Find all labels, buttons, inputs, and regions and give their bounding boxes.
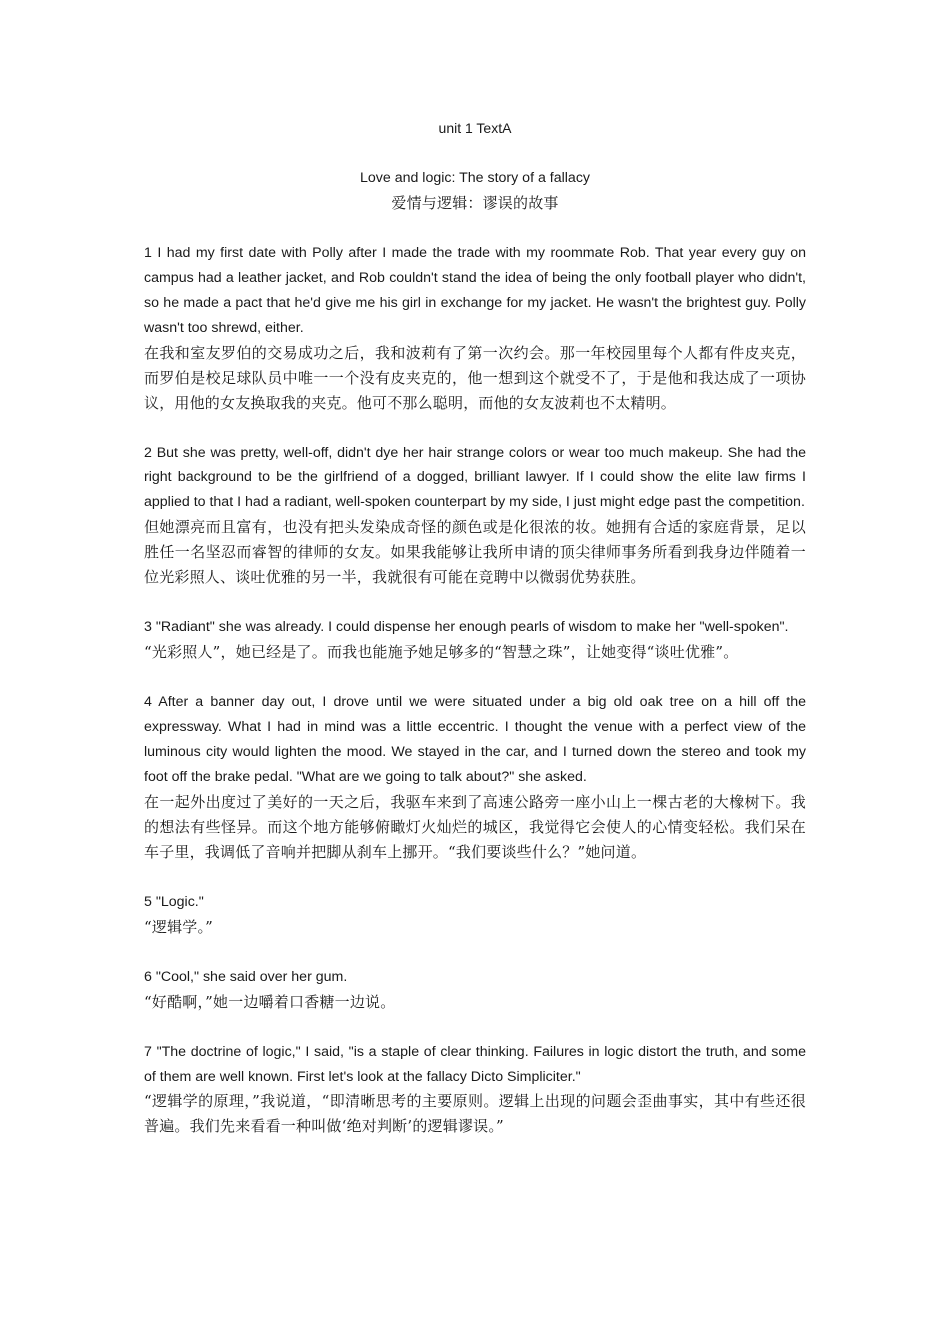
paragraph-english: 4 After a banner day out, I drove until we were situated under a big old oak tree on a hill off the expressway. What I had in mind was a little eccentric. I thought the venue with a perfect view of the luminous city would lighten the mood. We stayed in the car, and I turned down the stereo and took my foot off the brake pedal. "What are we going to talk about?" she asked. bbox=[144, 694, 806, 785]
title-chinese: 爱情与逻辑：谬误的故事 bbox=[391, 193, 559, 212]
paragraph-english: 3 "Radiant" she was already. I could dispense her enough pearls of wisdom to make her "well-spoken". bbox=[144, 619, 789, 636]
spacer bbox=[144, 865, 806, 890]
paragraph-english: 2 But she was pretty, well-off, didn't dye her hair strange colors or wear too much makeup. She had the right background to be the girlfriend of a dogged, brilliant lawyer. If I could show the elite law firms I applied to that I had a radiant, well-spoken counterpart by my side, I just might edge past the competition. bbox=[144, 444, 806, 511]
spacer bbox=[144, 590, 806, 615]
paragraph-english: 5 "Logic." bbox=[144, 893, 204, 910]
spacer bbox=[144, 141, 806, 166]
spacer bbox=[144, 216, 806, 241]
paragraph-chinese: “逻辑学。” bbox=[144, 917, 214, 936]
unit-label: unit 1 TextA bbox=[438, 120, 512, 136]
paragraph-chinese: 在我和室友罗伯的交易成功之后，我和波莉有了第一次约会。那一年校园里每个人都有件皮夹克，而罗伯是校足球队员中唯一一个没有皮夹克的，他一想到这个就受不了，于是他和我达成了一项协议，用他的女友换取我的夹克。他可不那么聪明，而他的女友波莉也不太精明。 bbox=[144, 343, 806, 412]
paragraph-chinese: 但她漂亮而且富有，也没有把头发染成奇怪的颜色或是化很浓的妆。她拥有合适的家庭背景，足以胜任一名坚忍而睿智的律师的女友。如果我能够让我所申请的顶尖律师事务所看到我身边伴随着一位光彩照人、谈吐优雅的另一半，我就很有可能在竞聘中以微弱优势获胜。 bbox=[144, 518, 806, 587]
paragraph-7 bbox=[144, 1040, 806, 1140]
paragraph-english: 6 "Cool," she said over her gum. bbox=[144, 968, 348, 985]
paragraph-english: 7 "The doctrine of logic," I said, "is a staple of clear thinking. Failures in logic distort the truth, and some of them are well known. First let's look at the fallacy Dicto Simpliciter." bbox=[144, 1043, 806, 1085]
spacer bbox=[144, 1015, 806, 1040]
paragraph-6 bbox=[144, 965, 806, 1015]
spacer bbox=[144, 416, 806, 441]
paragraph-1 bbox=[144, 241, 806, 416]
paragraph-chinese: “逻辑学的原理，”我说道，“即清晰思考的主要原则。逻辑上出现的问题会歪曲事实，其中有些还很普遍。我们先来看看一种叫做‘绝对判断’的逻辑谬误。” bbox=[144, 1092, 806, 1136]
paragraph-chinese: “好酷啊，”她一边嚼着口香糖一边说。 bbox=[144, 992, 396, 1011]
paragraph-chinese: 在一起外出度过了美好的一天之后，我驱车来到了高速公路旁一座小山上一棵古老的大橡树下。我的想法有些怪异。而这个地方能够俯瞰灯火灿烂的城区，我觉得它会使人的心情变轻松。我们呆在车子里，我调低了音响并把脚从刹车上挪开。“我们要谈些什么？”她问道。 bbox=[144, 792, 806, 861]
spacer bbox=[144, 940, 806, 965]
paragraph-2 bbox=[144, 441, 806, 591]
paragraph-5 bbox=[144, 890, 806, 940]
paragraph-3 bbox=[144, 615, 806, 665]
paragraph-english: 1 I had my first date with Polly after I made the trade with my roommate Rob. That year every guy on campus had a leather jacket, and Rob couldn't stand the idea of being the only football player who didn't, so he made a pact that he'd give me his girl in exchange for my jacket. He wasn't the brightest guy. Polly wasn't too shrewd, either. bbox=[144, 244, 806, 336]
title-english: Love and logic: The story of a fallacy bbox=[359, 170, 591, 186]
paragraph-4 bbox=[144, 690, 806, 865]
spacer bbox=[144, 665, 806, 690]
paragraph-chinese: “光彩照人”，她已经是了。而我也能施予她足够多的“智慧之珠”，让她变得“谈吐优雅”。 bbox=[144, 643, 739, 662]
document-body bbox=[144, 116, 806, 1139]
